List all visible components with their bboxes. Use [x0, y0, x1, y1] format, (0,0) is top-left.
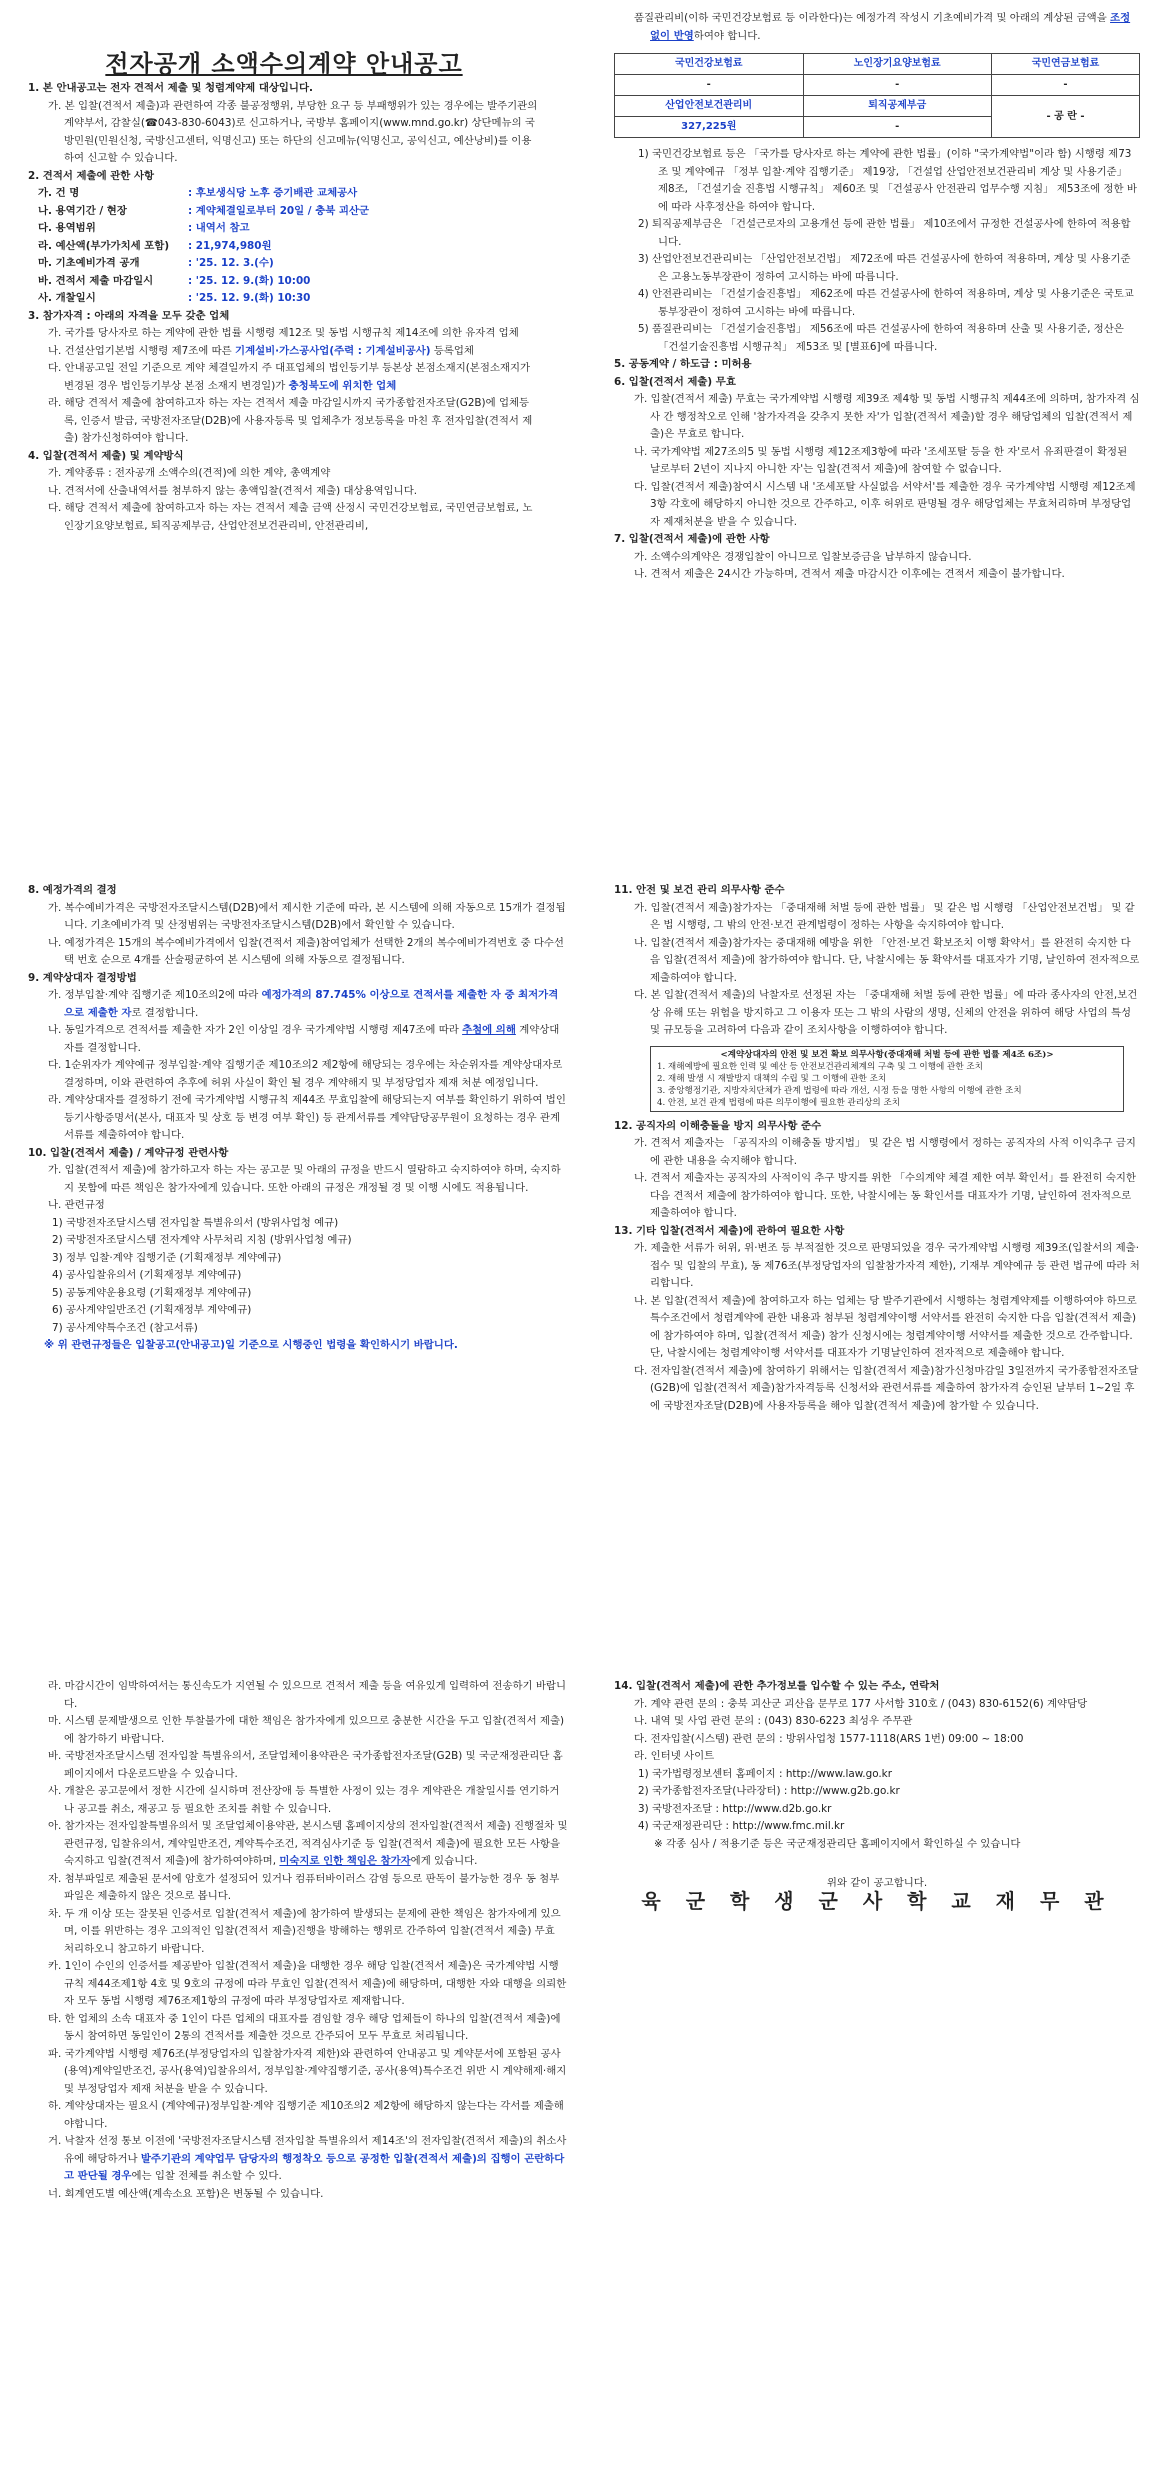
section-9-item: 다. 1순위자가 계약예규 정부입찰·계약 집행기준 제10조의2 제2항에 해당되는 경우에는 차순위자를 계약상대자로 결정하며, 이와 관련하여 추후에 허위 사실이 확인 될 경우 계약해지 및 부정당업자 제재 처분 예정입니다.: [48, 1059, 563, 1089]
insurance-note: 3) 산업안전보건관리비는 「산업안전보건법」 제72조에 따른 건설공사에 한하여 적용하며, 계상 및 사용기준은 고용노동부장관이 정하여 고시하는 바에 따릅니다.: [638, 253, 1131, 283]
page-1: [0, 0, 1168, 800]
contact-item: 라. 인터넷 사이트: [634, 1750, 715, 1762]
regulation-item: 7) 공사계약특수조건 (참고서류): [52, 1321, 198, 1334]
page-1-left-column: [28, 48, 540, 800]
section-8-item: 나. 예정가격은 15개의 복수예비가격에서 입찰(견적서 제출)참여업체가 선택한 2개의 복수예비가격번호 중 다수선택 번호 순으로 4개를 산술평균하여 본 시스템에 의해 자동으로 결정됩니다.: [48, 936, 564, 966]
page-3-left-column: [28, 1678, 568, 2478]
insurance-note: 5) 품질관리비는 「건설기술진흥법」 제56조에 따른 건설공사에 한하여 적용하며 산출 및 사용기준, 정산은 「건설기술진흥법 시행규칙」 제53조 및 [별표6]에 따릅니다.: [638, 323, 1124, 353]
page-2-right-column: [614, 882, 1140, 1660]
table-header: 산업안전보건관리비: [615, 96, 804, 117]
table-cell: -: [803, 75, 992, 96]
misc-item: 마. 시스템 문제발생으로 인한 투찰불가에 대한 책임은 참가자에게 있으므로 충분한 시간을 두고 입찰(견적서 제출)에 참가하기 바랍니다.: [48, 1715, 565, 1745]
section-3-item: 가. 국가를 당사자로 하는 계약에 관한 법률 시행령 제12조 및 동법 시행규칙 제14조에 의한 유자격 업체: [48, 327, 519, 339]
misc-item: 바. 국방전자조달시스템 전자입찰 특별유의서, 조달업체이용약관은 국가종합전자조달(G2B) 및 국군재정관리단 홈페이지에서 다운로드받을 수 있습니다.: [48, 1750, 563, 1780]
box-item: 1. 재해예방에 필요한 인력 및 예산 등 안전보건관리체계의 구축 및 그 이행에 관한 조치: [657, 1061, 983, 1072]
regulation-note: ※ 위 관련규정들은 입찰공고(안내공고)일 기준으로 시행중인 법령을 확인하시기 바랍니다.: [44, 1339, 458, 1351]
section-1-title: 1. 본 안내공고는 전자 견적서 제출 및 청렴계약제 대상입니다.: [28, 82, 313, 94]
misc-item: 너. 회계연도별 예산액(계속소요 포함)은 변동될 수 있습니다.: [48, 2187, 324, 2200]
misc-item: 거. 낙찰자 선정 통보 이전에 '국방전자조달시스템 전자입찰 특별유의서 제14조'의 전자입찰(견적서 제출)의 취소사유에 해당하거나 발주기관의 계약업무 담당자의 행정착오 등으로 공정한 입찰(견적서 제출)의 집행이 곤란하다고 판단될 경우에는 입찰 전체를 취소할 수 있다.: [48, 2135, 567, 2182]
insurance-note: 1) 국민건강보험료 등은 「국가를 당사자로 하는 계약에 관한 법률」(이하 "국가계약법"이라 함) 시행령 제73조 및 계약예규 「정부 입찰·계약 집행기준」 제19장, 「건설업 산업안전보건관리비 계상 및 사용기준」 제8조, 「건설기술 진흥법 시행규칙」 제60조 및 「건설공사 안전관리 업무수행 지침」 제53조에 정한 바에 따라 사후정산을 하여야 합니다.: [638, 148, 1137, 213]
contact-item: 가. 계약 관련 문의 : 충북 괴산군 괴산읍 문무로 177 사서함 310호 / (043) 830-6152(6) 계약담당: [634, 1697, 1088, 1710]
contact-note: ※ 각종 심사 / 적용기준 등은 국군재정관리단 홈페이지에서 확인하실 수 있습니다: [654, 1837, 1021, 1850]
safety-obligations-box: [650, 1046, 1124, 1112]
misc-item: 파. 국가계약법 시행령 제76조(부정당업자의 입찰참가자격 제한)와 관련하여 안내공고 및 계약문서에 포함된 공사(용역)계약일반조건, 공사(용역)입찰유의서, 정부입찰·계약집행기준, 공사(용역)특수조건 위반 시 계약해제·해지 및 부정당업자 제재 처분을 받을 수 있습니다.: [48, 2047, 567, 2095]
misc-item: 아. 참가자는 전자입찰특별유의서 및 조달업체이용약관, 본시스템 홈페이지상의 전자입찰(견적서 제출) 진행절차 및 관련규정, 입찰유의서, 계약일반조건, 계약특수조건, 적격심사기준 등 입찰(견적서 제출)에 필요한 모든 사항을 숙지하고 입찰(견적서 제출)에 참가하여야하며, 미숙지로 인한 책임은 참가자에게 있습니다.: [48, 1820, 568, 1867]
closing-statement: 위와 같이 공고합니다.: [826, 1877, 928, 1889]
box-item: 2. 재해 발생 시 재발방지 대책의 수립 및 그 이행에 관한 조치: [657, 1073, 887, 1084]
misc-item: 사. 개찰은 공고문에서 정한 시간에 실시하며 전산장애 등 특별한 사정이 있는 경우 계약관은 개찰일시를 연기하거나 공고를 취소, 재공고 등 필요한 조치를 취할 수 있습니다.: [48, 1785, 560, 1815]
issuer-signature: 육 군 학 생 군 사 학 교 재 무 관: [641, 1888, 1113, 1913]
insurance-note: 2) 퇴직공제부금은 「건설근로자의 고용개선 등에 관한 법률」 제10조에서 규정한 건설공사에 한하여 적용합니다.: [638, 218, 1131, 248]
notice-title: 전자공개 소액수의계약 안내공고: [105, 49, 463, 78]
summary-row: 나. 용역기간 / 현장 : 계약체결일로부터 20일 / 충북 괴산군: [38, 204, 370, 217]
table-header: 퇴직공제부금: [803, 96, 992, 117]
box-title: <계약상대자의 안전 및 보건 확보 의무사항(중대재해 처벌 등에 관한 법률 제4조 6조)>: [720, 1049, 1054, 1060]
section-14-title: 14. 입찰(견적서 제출)에 관한 추가정보를 입수할 수 있는 주소, 연락처: [614, 1680, 940, 1692]
regulation-item: 4) 공사입찰유의서 (기획재정부 계약예규): [52, 1269, 242, 1281]
section-13-title: 13. 기타 입찰(견적서 제출)에 관하여 필요한 사항: [614, 1224, 845, 1237]
section-8-item: 가. 복수예비가격은 국방전자조달시스템(D2B)에서 제시한 기준에 따라, 본 시스템에 의해 자동으로 15개가 결정됩니다. 기초예비가격 및 산정범위는 국방전자조달시스템(D2B)에서 확인할 수 있습니다.: [48, 901, 566, 931]
table-cell: 327,225원: [615, 117, 804, 138]
contact-item: 나. 내역 및 사업 관련 문의 : (043) 830-6223 최성우 주무관: [634, 1715, 913, 1727]
summary-row: 다. 용역범위 : 내역서 참고: [38, 222, 250, 234]
section-5-title: 5. 공동계약 / 하도급 : 미허용: [614, 358, 752, 370]
section-6-item: 나. 국가계약법 제27조의5 및 동법 시행령 제12조제3항에 따라 '조세포탈 등을 한 자'로서 유죄판결이 확정된 날로부터 2년이 지나지 아니한 자'는 입찰(견적서 제출)에 참여할 수 없습니다.: [634, 445, 1128, 475]
table-cell: -: [803, 117, 992, 138]
section-9-item: 라. 계약상대자를 결정하기 전에 국가계약법 시행규칙 제44조 무효입찰에 해당되는지 여부를 확인하기 위하여 법인등기사항증명서(본사, 대표자 및 상호 등 변경 여부 확인) 등 관계서류를 계약담당공무원이 요청하는 경우 관계서류를 제출하여야 합니다.: [48, 1094, 566, 1141]
section-3-item: 나. 건설산업기본법 시행령 제7조에 따른 기계설비·가스공사업(주력 : 기계설비공사) 등록업체: [48, 344, 474, 357]
section-11-title: 11. 안전 및 보건 관리 의무사항 준수: [614, 884, 785, 896]
page-3: [0, 1670, 1168, 2478]
section-7-item: 가. 소액수의계약은 경쟁입찰이 아니므로 입찰보증금을 납부하지 않습니다.: [634, 550, 972, 563]
regulation-item: 2) 국방전자조달시스템 전자계약 사무처리 지침 (방위사업청 예규): [52, 1234, 352, 1246]
section-6-item: 다. 입찰(견적서 제출)참여시 시스템 내 '조세포탈 사실없음 서약서'를 제출한 경우 국가계약법 시행령 제12조제3항 각호에 해당하지 아니한 것으로 간주하고, 이후 허위로 판명될 경우 해당업체는 무효처리하며 부정당업자 제재처분을 받을 수 있습니다.: [634, 480, 1136, 528]
website-link[interactable]: 3) 국방전자조달 : http://www.d2b.go.kr: [638, 1802, 832, 1815]
table-cell-merged: - 공 란 -: [992, 96, 1140, 138]
summary-row: 사. 개찰일시 : '25. 12. 9.(화) 10:30: [38, 292, 311, 304]
section-11-item: 가. 입찰(견적서 제출)참가자는 「중대재해 처벌 등에 관한 법률」 및 같은 법 시행령 「산업안전보건법」 및 같은 법 시행령, 그 밖의 안전·보건 관계법령이 정하는 사항을 숙지하여야 합니다.: [634, 901, 1135, 931]
section-7-title: 7. 입찰(견적서 제출)에 관한 사항: [614, 533, 770, 545]
section-8-title: 8. 예정가격의 결정: [28, 884, 117, 896]
section-12-title: 12. 공직자의 이해충돌을 방지 의무사항 준수: [614, 1119, 822, 1132]
summary-row: 마. 기초예비가격 공개 : '25. 12. 3.(수): [38, 257, 274, 269]
section-3-title: 3. 참가자격 : 아래의 자격을 모두 갖춘 업체: [28, 309, 230, 322]
section-9-title: 9. 계약상대자 결정방법: [28, 971, 137, 984]
misc-item: 자. 첨부파일로 제출된 문서에 암호가 설정되어 있거나 컴퓨터바이러스 감염 등으로 판독이 불가능한 경우 동 첨부파일은 제출하지 않은 것으로 봅니다.: [48, 1872, 560, 1902]
section-9-item: 나. 동일가격으로 견적서를 제출한 자가 2인 이상일 경우 국가계약법 시행령 제47조에 따라 추첨에 의해 계약상대자를 결정합니다.: [48, 1024, 560, 1054]
insurance-note: 4) 안전관리비는 「건설기술진흥법」 제62조에 따른 건설공사에 한하여 적용하며, 계상 및 사용기준은 국토교통부장관이 정하여 고시하는 바에 따릅니다.: [638, 288, 1134, 318]
section-10-item: 나. 관련규정: [48, 1199, 105, 1211]
insurance-table: [614, 53, 1140, 138]
section-11-item: 다. 본 입찰(견적서 제출)의 낙찰자로 선정된 자는 「중대재해 처벌 등에 관한 법률」에 따라 종사자의 안전,보건상 유해 또는 위험을 방지하고 그 이용자 또는 그 밖의 사람의 생명, 신체의 안전을 위하여 해당 사업의 특성 및 규모등을 고려하여 다음과 같이 조치사항을 이행하여야 합니다.: [634, 989, 1138, 1036]
page-2: [0, 870, 1168, 1660]
section-4-item: 다. 해당 견적서 제출에 참여하고자 하는 자는 견적서 제출 금액 산정시 국민건강보험료, 국민연금보험료, 노인장기요양보험료, 퇴직공제부금, 산업안전보건관리비, 안전관리비,: [48, 502, 533, 532]
misc-item: 라. 마감시간이 임박하여서는 통신속도가 지연될 수 있으므로 견적서 제출 등을 여유있게 입력하여 전송하기 바랍니다.: [48, 1680, 566, 1710]
section-6-item: 가. 입찰(견적서 제출) 무효는 국가계약법 시행령 제39조 제4항 및 동법 시행규칙 제44조에 의하며, 참가자격 심사 간 행정착오로 인해 '참가자격을 갖추지 못한 자'가 입찰(견적서 제출)할 경우 해당업체의 입찰(견적서 제출)은 무효로 합니다.: [634, 393, 1140, 440]
bid-summary-list: [28, 185, 540, 308]
section-9-item: 가. 정부입찰·계약 집행기준 제10조의2에 따라 예정가격의 87.745% 이상으로 견적서를 제출한 자 중 최저가격으로 제출한 자로 결정합니다.: [48, 989, 559, 1019]
misc-item: 차. 두 개 이상 또는 잘못된 인증서로 입찰(견적서 제출)에 참가하여 발생되는 문제에 관한 책임은 참가자에게 있으며, 이를 위반하는 경우 고의적인 입찰(견적서 제출)진행을 방해하는 행위로 간주하여 입찰(견적서 제출) 무효 처리하오니 참고하기 바랍니다.: [48, 1907, 561, 1955]
website-link[interactable]: 1) 국가법령정보센터 홈페이지 : http://www.law.go.kr: [638, 1767, 892, 1780]
section-4-title: 4. 입찰(견적서 제출) 및 계약방식: [28, 449, 184, 462]
section-13-item: 가. 제출한 서류가 허위, 위·변조 등 부적절한 것으로 판명되었을 경우 국가계약법 시행령 제39조(입찰서의 제출·접수 및 입찰의 무효), 동 제76조(부정당업자의 입찰참가자격 제한), 기재부 계약예규 등 관련 법규에 따라 처리합니다.: [634, 1242, 1140, 1289]
section-4-item: 나. 견적서에 산출내역서를 첨부하지 않는 총액입찰(견적서 제출) 대상용역입니다.: [48, 484, 418, 497]
insurance-intro: 품질관리비(이하 국민건강보험료 등 이라한다)는 예정가격 작성시 기초예비가격 및 아래의 계상된 금액을 조정 없이 반영하여야 합니다.: [634, 12, 1131, 42]
section-7-item: 나. 견적서 제출은 24시간 가능하며, 견적서 제출 마감시간 이후에는 견적서 제출이 불가합니다.: [634, 568, 1065, 580]
summary-row: 가. 건 명 : 후보생식당 노후 증기배관 교체공사: [38, 187, 358, 199]
regulation-item: 3) 정부 입찰·계약 집행기준 (기획재정부 계약예규): [52, 1251, 282, 1264]
section-11-item: 나. 입찰(견적서 제출)참가자는 중대재해 예방을 위한 「안전·보건 확보조치 이행 확약서」를 완전히 숙지한 다음 입찰(견적서 제출)에 참가하여야 합니다. 단, 낙찰시에는 동 확약서를 대표자가 기명, 날인하여 전자적으로 제출하여야 합니다.: [634, 936, 1140, 984]
table-header: 노인장기요양보험료: [803, 54, 992, 75]
section-3-item: 라. 해당 견적서 제출에 참여하고자 하는 자는 견적서 제출 마감일시까지 국가종합전자조달(G2B)에 업체등록, 인증서 발급, 국방전자조달(D2B)에 사용자등록 및 업체추가 정보등록을 마친 후 전자입찰(견적서 제출) 참가신청하여야 합니다.: [48, 397, 533, 444]
website-link[interactable]: 4) 국군재정관리단 : http://www.fmc.mil.kr: [638, 1820, 845, 1832]
box-item: 3. 중앙행정기관, 지방자치단체가 관계 법령에 따라 개선, 시정 등을 명한 사항의 이행에 관한 조치: [657, 1085, 1022, 1096]
summary-row: 라. 예산액(부가가치세 포함) : 21,974,980원: [38, 239, 272, 252]
section-4-item: 가. 계약종류 : 전자공개 소액수의(견적)에 의한 계약, 총액계약: [48, 467, 331, 479]
table-header: 국민연금보험료: [992, 54, 1140, 75]
section-13-item: 다. 전자입찰(견적서 제출)에 참여하기 위해서는 입찰(견적서 제출)참가신청마감일 3일전까지 국가종합전자조달(G2B)에 입찰(견적서 제출)참가자격등록 신청서와 관련서류를 제출하여 참가자격 승인된 날부터 1~2일 후에 국방전자조달(D2B)에 사용자등록을 해야 입찰(견적서 제출)에 참가할 수 있습니다.: [634, 1364, 1139, 1412]
section-3-item: 다. 안내공고일 전일 기준으로 계약 체결일까지 주 대표업체의 법인등기부 등본상 본점소재지(본점소재지가 변경된 경우 법인등기부상 본점 소재지 변경일)가 충청북도에 위치한 업체: [48, 362, 531, 392]
summary-row: 바. 견적서 제출 마감일시 : '25. 12. 9.(화) 10:00: [38, 274, 311, 287]
table-cell: -: [992, 75, 1140, 96]
regulation-item: 1) 국방전자조달시스템 전자입찰 특별유의서 (방위사업청 예규): [52, 1216, 339, 1229]
page-2-left-column: [28, 882, 568, 1660]
box-item: 4. 안전, 보건 관계 법령에 따른 의무이행에 필요한 관리상의 조치: [657, 1097, 901, 1108]
section-6-title: 6. 입찰(견적서 제출) 무효: [614, 375, 736, 388]
regulation-item: 5) 공동계약운용요령 (기획재정부 계약예규): [52, 1286, 252, 1299]
website-link[interactable]: 2) 국가종합전자조달(나라장터) : http://www.g2b.go.kr: [638, 1785, 900, 1797]
section-1-body: 가. 본 입찰(견적서 제출)과 관련하여 각종 불공정행위, 부당한 요구 등 부패행위가 있는 경우에는 발주기관의 계약부서, 감찰실(☎043-830-6043)로 신고하거나, 국방부 홈페이지(www.mnd.go.kr) 상단메뉴의 국방민원(민원신청, 국방신고센터, 익명신고) 또는 하단의 신고메뉴(익명신고, 공익신고, 예산낭비)를 이용하여 신고할 수 있습니다.: [48, 99, 538, 164]
section-12-item: 가. 견적서 제출자는 「공직자의 이해충돌 방지법」 및 같은 법 시행령에서 정하는 공직자의 사적 이익추구 금지에 관한 내용을 숙지해야 합니다.: [634, 1137, 1136, 1167]
table-cell: -: [615, 75, 804, 96]
section-10-title: 10. 입찰(견적서 제출) / 계약규정 관련사항: [28, 1146, 229, 1159]
contact-item: 다. 전자입찰(시스템) 관련 문의 : 방위사업청 1577-1118(ARS 1번) 09:00 ~ 18:00: [634, 1732, 1024, 1745]
section-2-title: 2. 견적서 제출에 관한 사항: [28, 169, 155, 182]
page-3-right-column: [614, 1678, 1140, 2478]
misc-item: 타. 한 업체의 소속 대표자 중 1인이 다른 업체의 대표자를 겸임할 경우 해당 업체들이 하나의 입찰(견적서 제출)에 동시 참여하면 동일인이 2통의 견적서를 제출한 것으로 간주되어 모두 무효로 처리됩니다.: [48, 2012, 561, 2042]
section-10-item: 가. 입찰(견적서 제출)에 참가하고자 하는 자는 공고문 및 아래의 규정을 반드시 열람하고 숙지하여야 하며, 숙지하지 못함에 따른 책임은 참가자에게 있습니다. 또한 아래의 규정은 개정될 경 및 이행 시에도 적용됩니다.: [48, 1164, 561, 1194]
misc-item: 하. 계약상대자는 필요시 (계약예규)정부입찰·계약 집행기준 제10조의2 제2항에 해당하지 않는다는 각서를 제출해야합니다.: [48, 2100, 564, 2130]
section-13-item: 나. 본 입찰(견적서 제출)에 참여하고자 하는 업체는 당 발주기관에서 시행하는 청렴계약제를 이행하여야 하므로 특수조건에서 청렴계약에 관한 내용과 첨부된 청렴계약이행 서약서를 완전히 숙지한 다음 입찰(견적서 제출)에 참가하여야 하며, 입찰(견적서 제출) 참가 신청시에는 청렴계약이행 서약서를 제출한 것으로 간주합니다. 단, 낙찰시에는 청렴계약이행 서약서를 대표자가 기명날인하여 전자적으로 제출해야 합니다.: [634, 1294, 1137, 1359]
table-header: 국민건강보험료: [615, 54, 804, 75]
regulation-item: 6) 공사계약일반조건 (기획재정부 계약예규): [52, 1304, 252, 1316]
page-1-right-column: [614, 10, 1140, 800]
misc-item: 카. 1인이 수인의 인증서를 제공받아 입찰(견적서 제출)을 대행한 경우 해당 입찰(견적서 제출)은 국가계약법 시행규칙 제44조제1항 4호 및 9호의 규정에 따라 무효인 입찰(견적서 제출)에 해당하며, 대행한 자와 대행을 의뢰한 자 모두 동법 시행령 제76조제1항의 규정에 따라 부정당업자로 제재합니다.: [48, 1960, 567, 2007]
section-12-item: 나. 견적서 제출자는 공직자의 사적이익 추구 방지를 위한 「수의계약 체결 제한 여부 확인서」를 완전히 숙지한 다음 견적서 제출에 참가하여야 합니다. 또한, 낙찰시에는 동 확인서를 대표자가 기명, 날인하여 전자적으로 제출하여야 합니다.: [634, 1172, 1136, 1219]
